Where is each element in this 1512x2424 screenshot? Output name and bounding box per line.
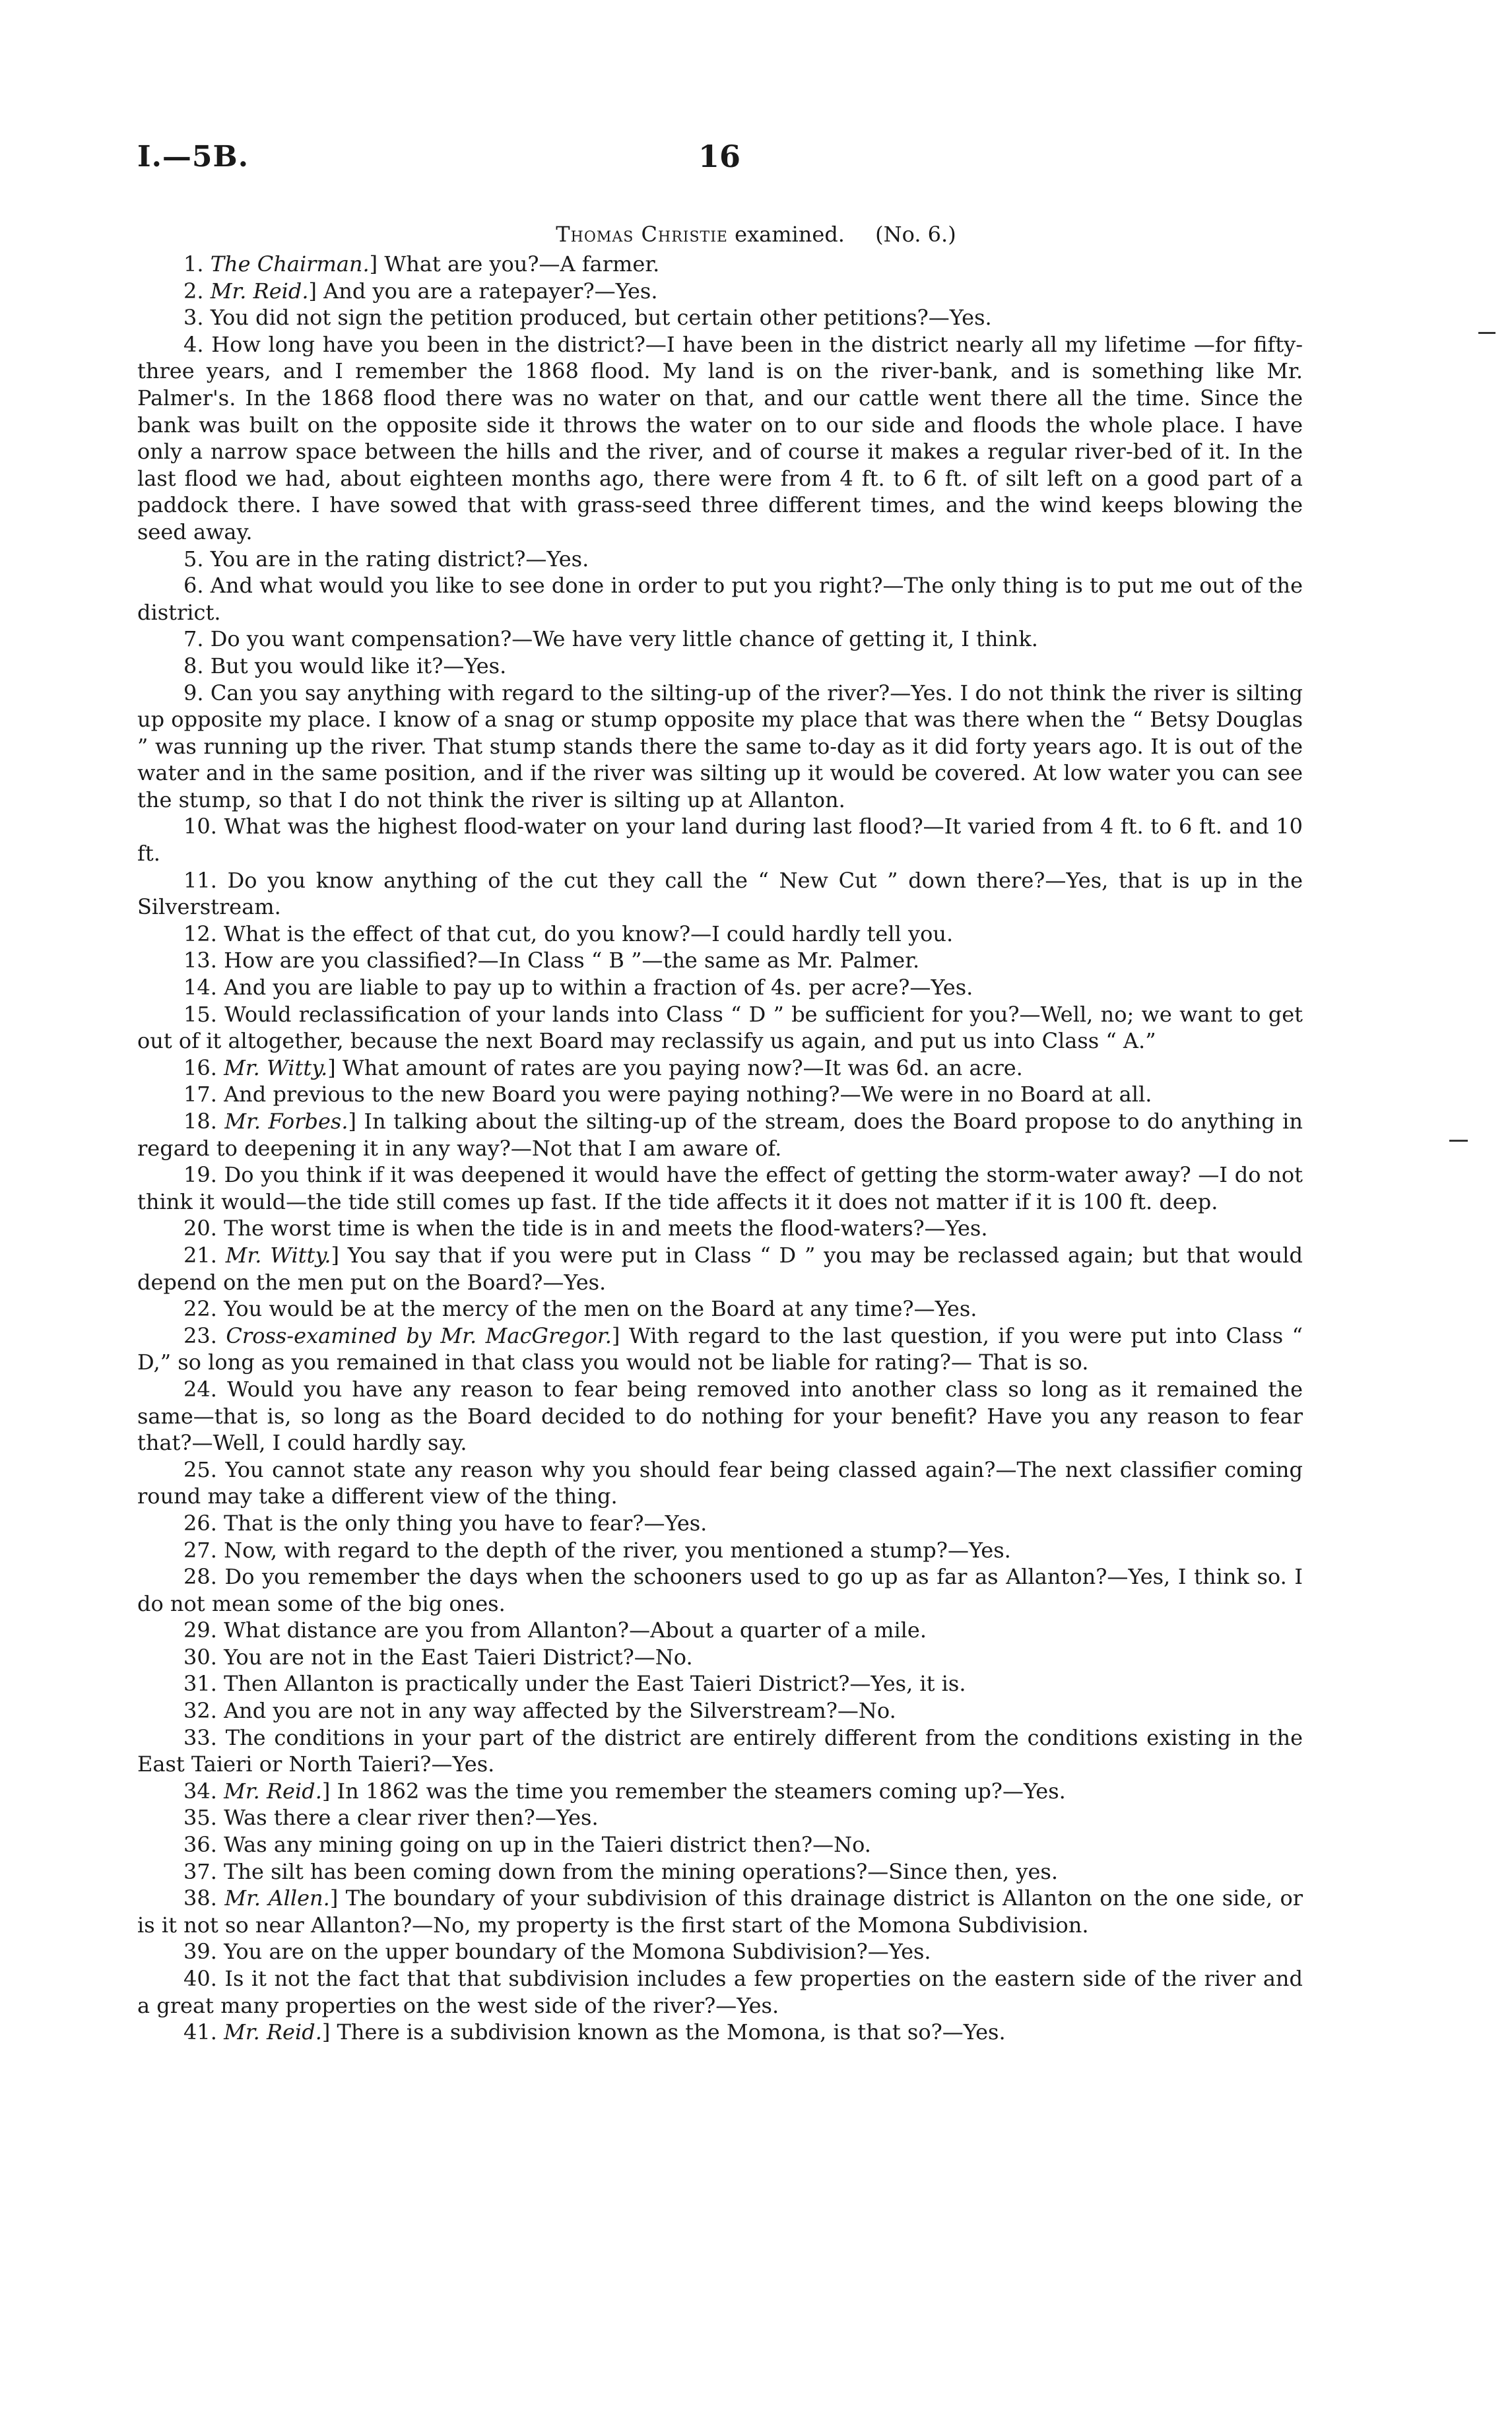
question-text: ] You say that if you were put in Class “ D ” you may be reclassed again; but that would depend on the men put on the Board?—Yes. xyxy=(137,1242,1303,1295)
question-4 xyxy=(137,331,1303,546)
question-2 xyxy=(137,278,1303,305)
question-3 xyxy=(137,304,1303,331)
question-number: 28. xyxy=(183,1564,225,1590)
question-number: 1. xyxy=(183,251,211,277)
question-34 xyxy=(137,1778,1303,1805)
heading-text: examined. xyxy=(735,222,845,247)
question-14 xyxy=(137,974,1303,1001)
question-number: 6. xyxy=(183,573,211,599)
question-15 xyxy=(137,1001,1303,1055)
question-number: 5. xyxy=(183,546,211,572)
question-number: 36. xyxy=(183,1832,224,1858)
question-text: How long have you been in the district?—I have been in the district nearly all my lifetime —for fifty-three years, and I remember the 1868 flood. My land is on the river-bank, and is something like Mr. Palmer's. In the 1868 flood there was no water on that, and our cattle went there all the time. Since the bank was built on the opposite side it throws the water on to our side and floods the whole place. I have only a narrow space between the hills and the river, and of course it makes a regular river-bed of it. In the last flood we had, about eighteen months ago, there were from 4 ft. to 6 ft. of silt left on a good part of a paddock there. I have sowed that with grass-seed three different times, and the wind keeps blowing the seed away. xyxy=(137,331,1303,544)
question-36 xyxy=(137,1831,1303,1858)
question-text: ] With regard to the last question, if you were put into Class “ D,” so long as you remained in that class you would not be liable for rating?— That is so. xyxy=(137,1323,1303,1375)
question-12 xyxy=(137,921,1303,948)
question-21 xyxy=(137,1242,1303,1295)
question-number: 19. xyxy=(183,1162,224,1188)
question-27 xyxy=(137,1537,1303,1564)
question-6 xyxy=(137,572,1303,626)
question-text: ] In talking about the silting-up of the stream, does the Board propose to do anything in regard to deepening it in any way?—Not that I am aware of. xyxy=(137,1109,1303,1161)
question-number: 27. xyxy=(183,1537,224,1563)
question-number: 23. xyxy=(183,1323,226,1348)
question-24 xyxy=(137,1376,1303,1457)
question-text: Do you know anything of the cut they call the “ New Cut ” down there?—Yes, that is up in the Silverstream. xyxy=(137,867,1303,920)
question-number: 8. xyxy=(183,653,211,678)
question-number: 20. xyxy=(183,1216,224,1241)
question-text: Do you remember the days when the schooners used to go up as far as Allanton?—Yes, I think so. I do not mean some of the big ones. xyxy=(137,1564,1303,1616)
question-number: 32. xyxy=(183,1698,224,1724)
margin-mark xyxy=(1449,1140,1468,1142)
question-text: And you are not in any way affected by the Silverstream?—No. xyxy=(224,1698,896,1724)
question-18 xyxy=(137,1108,1303,1162)
question-39 xyxy=(137,1938,1303,1965)
question-number: 11. xyxy=(183,867,228,893)
question-41 xyxy=(137,2019,1303,2046)
question-text: You are not in the East Taieri District?—No. xyxy=(224,1644,693,1670)
question-38 xyxy=(137,1885,1303,1938)
page-number: 16 xyxy=(698,139,741,174)
question-text: Would reclassification of your lands into Class “ D ” be sufficient for you?—Well, no; we want to get out of it altogether, because the next Board may reclassify us again, and put us into Class “ A.” xyxy=(137,1001,1303,1054)
question-text: That is the only thing you have to fear?—Yes. xyxy=(224,1510,707,1536)
question-text: And what would you like to see done in order to put you right?—The only thing is to put me out of the district. xyxy=(137,573,1303,625)
question-number: 26. xyxy=(183,1510,224,1536)
question-text: ] What amount of rates are you paying now?—It was 6d. an acre. xyxy=(327,1055,1023,1080)
question-number: 35. xyxy=(183,1805,224,1831)
question-text: You cannot state any reason why you should fear being classed again?—The next classifier coming round may take a different view of the thing. xyxy=(137,1457,1303,1509)
question-17 xyxy=(137,1081,1303,1108)
question-number: 41. xyxy=(183,2019,224,2045)
question-number: 29. xyxy=(183,1618,224,1643)
speaker: The Chairman. xyxy=(210,251,370,277)
question-text: Was there a clear river then?—Yes. xyxy=(224,1805,599,1831)
question-text: Can you say anything with regard to the silting-up of the river?—Yes. I do not think the river is silting up opposite my place. I know of a snag or stump opposite my place that was there when the “ Betsy Douglas ” was running up the river. That stump stands there the same to-day as it did forty years ago. It is out of the water and in the same position, and if the river was silting up it would be covered. At low water you can see the stump, so that I do not think the river is silting up at Allanton. xyxy=(137,680,1303,812)
question-text: ] There is a subdivision known as the Momona, is that so?—Yes. xyxy=(321,2019,1006,2045)
question-number: 4. xyxy=(183,331,212,357)
witness-number: (No. 6.) xyxy=(875,222,956,247)
question-32 xyxy=(137,1697,1303,1724)
question-text: You would be at the mercy of the men on the Board at any time?—Yes. xyxy=(224,1296,977,1322)
question-number: 34. xyxy=(183,1778,224,1804)
question-11 xyxy=(137,867,1303,921)
question-number: 39. xyxy=(183,1939,224,1965)
speaker: Mr. Witty. xyxy=(224,1055,328,1080)
speaker: Mr. Allen. xyxy=(224,1885,330,1911)
question-number: 3. xyxy=(183,305,211,331)
margin-mark xyxy=(1478,332,1496,334)
question-number: 31. xyxy=(183,1671,224,1697)
question-text: Was any mining going on up in the Taieri district then?—No. xyxy=(224,1832,871,1858)
question-number: 18. xyxy=(183,1109,225,1134)
question-33 xyxy=(137,1724,1303,1778)
question-30 xyxy=(137,1644,1303,1671)
question-7 xyxy=(137,626,1303,653)
paper-reference: I.—5B. xyxy=(137,140,249,174)
question-5 xyxy=(137,546,1303,573)
question-text: Now, with regard to the depth of the river, you mentioned a stump?—Yes. xyxy=(224,1537,1011,1563)
speaker: Mr. Reid. xyxy=(224,1778,322,1804)
question-text: What was the highest flood-water on your land during last flood?—It varied from 4 ft. to 6 ft. and 10 ft. xyxy=(137,814,1303,867)
question-number: 22. xyxy=(183,1296,224,1322)
question-23 xyxy=(137,1323,1303,1376)
question-text: Then Allanton is practically under the East Taieri District?—Yes, it is. xyxy=(224,1671,966,1697)
question-text: What is the effect of that cut, do you know?—I could hardly tell you. xyxy=(224,921,954,946)
question-text: Do you think if it was deepened it would have the effect of getting the storm-water away? —I do not think it would—the tide still comes up fast. If the tide affects it it does not matter if it is 100 ft. deep. xyxy=(137,1162,1303,1214)
question-number: 7. xyxy=(183,626,211,652)
question-16 xyxy=(137,1055,1303,1082)
question-number: 38. xyxy=(183,1885,225,1911)
speaker: Mr. Witty. xyxy=(225,1242,331,1268)
question-19 xyxy=(137,1162,1303,1215)
question-number: 13. xyxy=(183,948,224,973)
question-1 xyxy=(137,251,1303,278)
question-26 xyxy=(137,1510,1303,1537)
question-text: But you would like it?—Yes. xyxy=(210,653,507,678)
question-text: What distance are you from Allanton?—About a quarter of a mile. xyxy=(224,1618,927,1643)
question-text: You are on the upper boundary of the Momona Subdivision?—Yes. xyxy=(224,1939,931,1965)
question-text: The silt has been coming down from the mining operations?—Since then, yes. xyxy=(224,1858,1058,1884)
question-text: ] In 1862 was the time you remember the steamers coming up?—Yes. xyxy=(321,1778,1066,1804)
question-number: 33. xyxy=(183,1724,226,1750)
question-text: The conditions in your part of the district are entirely different from the conditions existing in the East Taieri or North Taieri?—Yes. xyxy=(137,1724,1303,1777)
question-35 xyxy=(137,1804,1303,1831)
question-number: 9. xyxy=(183,680,211,705)
question-9 xyxy=(137,680,1303,814)
speaker: Mr. Reid. xyxy=(224,2019,322,2045)
question-text: You did not sign the petition produced, but certain other petitions?—Yes. xyxy=(210,305,992,331)
question-number: 21. xyxy=(183,1242,226,1268)
question-number: 17. xyxy=(183,1082,224,1107)
question-number: 2. xyxy=(183,278,211,304)
speaker: Mr. Reid. xyxy=(210,278,309,304)
question-text: The worst time is when the tide is in and meets the flood-waters?—Yes. xyxy=(224,1216,988,1241)
question-number: 15. xyxy=(183,1001,225,1027)
question-text: And previous to the new Board you were paying nothing?—We were in no Board at all. xyxy=(224,1082,1152,1107)
question-20 xyxy=(137,1215,1303,1242)
question-number: 12. xyxy=(183,921,224,946)
question-number: 14. xyxy=(183,975,224,1000)
question-text: You are in the rating district?—Yes. xyxy=(210,546,589,572)
question-number: 25. xyxy=(183,1457,226,1482)
question-28 xyxy=(137,1563,1303,1617)
testimony-body xyxy=(137,251,1303,2046)
question-text: ] What are you?—A farmer. xyxy=(369,251,660,277)
question-number: 37. xyxy=(183,1858,224,1884)
question-13 xyxy=(137,947,1303,974)
question-number: 40. xyxy=(183,1966,225,1991)
question-text: And you are liable to pay up to within a fraction of 4s. per acre?—Yes. xyxy=(224,975,973,1000)
question-text: ] And you are a ratepayer?—Yes. xyxy=(308,278,658,304)
question-number: 30. xyxy=(183,1644,224,1670)
question-22 xyxy=(137,1295,1303,1323)
speaker: Cross-examined by Mr. MacGregor. xyxy=(226,1323,612,1348)
question-29 xyxy=(137,1617,1303,1644)
question-text: How are you classified?—In Class “ B ”—the same as Mr. Palmer. xyxy=(224,948,920,973)
question-number: 16. xyxy=(183,1055,224,1080)
witness-heading xyxy=(0,222,1512,247)
question-25 xyxy=(137,1457,1303,1510)
question-number: 10. xyxy=(183,814,224,839)
speaker: Mr. Forbes. xyxy=(224,1109,348,1134)
question-40 xyxy=(137,1965,1303,2019)
question-8 xyxy=(137,653,1303,680)
question-37 xyxy=(137,1858,1303,1885)
question-number: 24. xyxy=(183,1376,227,1402)
question-text: Do you want compensation?—We have very little chance of getting it, I think. xyxy=(210,626,1038,652)
question-10 xyxy=(137,813,1303,867)
question-text: ] The boundary of your subdivision of this drainage district is Allanton on the one side, or is it not so near Allanton?—No, my property is the first start of the Momona Subdivision. xyxy=(137,1885,1303,1938)
witness-name: Thomas Christie xyxy=(556,222,728,247)
question-31 xyxy=(137,1670,1303,1697)
question-text: Is it not the fact that that subdivision includes a few properties on the eastern side of the river and a great many properties on the west side of the river?—Yes. xyxy=(137,1966,1303,2018)
question-text: Would you have any reason to fear being removed into another class so long as it remained the same—that is, so long as the Board decided to do nothing for your benefit? Have you any reason to fear that?—Well, I could hardly say. xyxy=(137,1376,1303,1456)
